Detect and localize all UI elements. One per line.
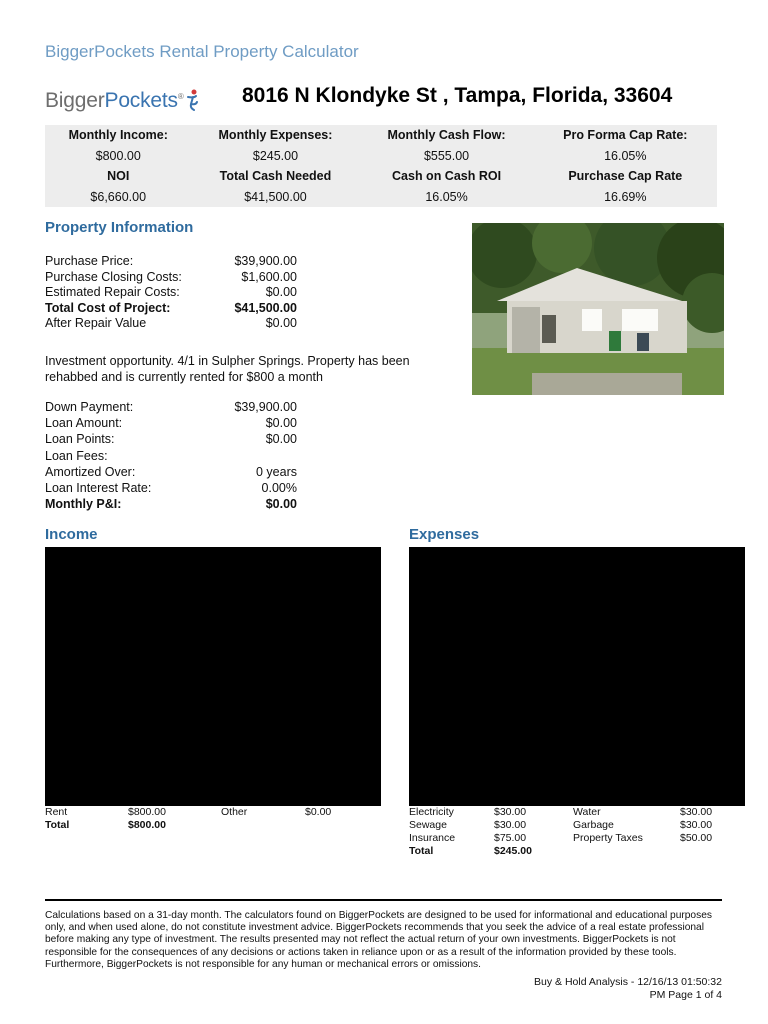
loan-row <box>45 400 297 416</box>
property-photo <box>472 223 724 395</box>
cost-value: $0.00 <box>265 285 297 300</box>
expenses-legend-row <box>409 806 712 819</box>
expense-item-value: $75.00 <box>494 832 527 844</box>
expense-item-label: Sewage <box>409 819 447 831</box>
income-heading: Income <box>45 526 98 543</box>
expenses-total-value: $245.00 <box>494 845 532 857</box>
expense-item-label: Electricity <box>409 806 454 818</box>
metric-label: NOI <box>107 169 130 184</box>
income-item-value: $0.00 <box>305 806 332 818</box>
loan-label: Amortized Over: <box>45 464 136 479</box>
cost-row-total <box>45 301 297 317</box>
page-header-title: BiggerPockets Rental Property Calculator <box>45 42 359 61</box>
income-total-value: $800.00 <box>128 819 166 831</box>
loan-label: Down Payment: <box>45 400 134 414</box>
logo-figure-icon <box>184 88 200 114</box>
footer-disclaimer: Calculations based on a 31-day month. The calculators found on BiggerPockets are designed to be used for informational and educational purposes only, and when used alone, do not constitute investment advice. BiggerPockets recommends that you seek the advice of a real estate professional before making any type of investment. The results presented may not reflect the actual return of your own investments. BiggerPockets is not responsible for the consequences of any decisions or actions taken in reliance upon or as a result of the information provided by these tools. Furthermore, BiggerPockets is not responsible for any human or mechanical errors or omissions. <box>45 910 712 970</box>
cost-label: Estimated Repair Costs: <box>45 285 180 300</box>
cost-row <box>45 316 297 332</box>
cost-value: $1,600.00 <box>241 269 297 284</box>
metric-value: $41,500.00 <box>244 189 307 204</box>
loan-label: Loan Amount: <box>45 416 123 431</box>
logo-registered-mark: ® <box>177 92 184 101</box>
cost-row <box>45 254 297 270</box>
property-description: Investment opportunity. 4/1 in Sulpher Springs. Property has been rehabbed and is currently rented for $800 a month <box>45 354 410 384</box>
loan-label: Loan Fees: <box>45 448 108 463</box>
metric-label: Monthly Expenses: <box>218 128 333 143</box>
loan-row <box>45 465 297 481</box>
metric-value: $6,660.00 <box>90 189 147 204</box>
metric-value: $800.00 <box>95 148 141 163</box>
income-chart-area <box>45 547 381 806</box>
expense-item-label: Garbage <box>573 819 614 831</box>
income-legend-row <box>45 806 331 819</box>
metric-value: 16.05% <box>425 189 468 204</box>
income-total-row <box>45 819 331 832</box>
footer-divider <box>45 899 722 901</box>
loan-row-monthly-pi <box>45 497 297 513</box>
loan-row <box>45 481 297 497</box>
metric-label: Cash on Cash ROI <box>392 169 502 184</box>
expense-item-label: Insurance <box>409 832 456 844</box>
cost-label: Purchase Price: <box>45 254 134 268</box>
logo-word-pockets: Pockets <box>104 89 178 112</box>
cost-value: $39,900.00 <box>234 254 297 268</box>
loan-value: 0 years <box>256 464 297 479</box>
loan-row <box>45 449 297 465</box>
logo-word-bigger: Bigger <box>45 89 105 112</box>
cost-label: After Repair Value <box>45 316 147 331</box>
loan-row <box>45 416 297 432</box>
metric-label: Pro Forma Cap Rate: <box>563 128 688 143</box>
expenses-total-label: Total <box>409 845 434 857</box>
cost-label: Total Cost of Project: <box>45 300 171 315</box>
expense-item-value: $30.00 <box>494 819 527 831</box>
expense-item-label: Property Taxes <box>573 832 643 844</box>
expense-item-value: $50.00 <box>680 832 713 844</box>
loan-value <box>205 449 297 465</box>
loan-value: 0.00% <box>261 480 297 495</box>
expense-item-value: $30.00 <box>680 819 713 831</box>
income-item-label: Other <box>221 806 248 818</box>
income-legend <box>45 806 331 832</box>
property-information-heading: Property Information <box>45 219 194 236</box>
expenses-heading: Expenses <box>409 526 480 543</box>
loan-value: $0.00 <box>265 432 297 447</box>
expenses-total-row <box>409 845 712 858</box>
expenses-legend <box>409 806 712 858</box>
expenses-legend-row <box>409 819 712 832</box>
metric-value: $555.00 <box>423 148 470 163</box>
metric-value: 16.05% <box>604 148 647 163</box>
expense-item-value: $30.00 <box>494 806 527 818</box>
expenses-legend-row <box>409 832 712 845</box>
metric-value: $245.00 <box>252 148 299 163</box>
cost-row <box>45 270 297 286</box>
page-number: PM Page 1 of 4 <box>649 988 722 1001</box>
metric-label: Monthly Income: <box>68 128 168 143</box>
loan-details-list <box>45 400 297 513</box>
property-address: 8016 N Klondyke St , Tampa, Florida, 33604 <box>242 84 673 107</box>
cost-label: Purchase Closing Costs: <box>45 269 182 284</box>
loan-value: $0.00 <box>265 416 297 431</box>
cost-value: $0.00 <box>265 316 297 331</box>
metric-label: Total Cash Needed <box>219 169 332 184</box>
income-item-value: $800.00 <box>128 806 166 818</box>
biggerpockets-logo <box>45 86 200 116</box>
loan-value: $0.00 <box>265 497 297 512</box>
cost-row <box>45 285 297 301</box>
cost-breakdown-list <box>45 254 297 332</box>
income-item-label: Rent <box>45 806 68 818</box>
loan-label: Loan Interest Rate: <box>45 480 152 495</box>
metric-label: Purchase Cap Rate <box>568 169 683 184</box>
loan-value: $39,900.00 <box>234 400 297 414</box>
expenses-chart-area <box>409 547 745 806</box>
loan-label: Loan Points: <box>45 432 115 447</box>
report-timestamp: Buy & Hold Analysis - 12/16/13 01:50:32 <box>534 976 722 988</box>
metric-value: 16.69% <box>604 189 647 204</box>
summary-metrics-table <box>45 125 717 207</box>
loan-row <box>45 432 297 448</box>
cost-value: $41,500.00 <box>234 300 297 315</box>
page-info <box>534 976 722 1001</box>
income-total-label: Total <box>45 819 70 831</box>
loan-label: Monthly P&I: <box>45 497 122 512</box>
metric-label: Monthly Cash Flow: <box>387 128 506 143</box>
expense-item-label: Water <box>573 806 601 818</box>
expense-item-value: $30.00 <box>680 806 713 818</box>
